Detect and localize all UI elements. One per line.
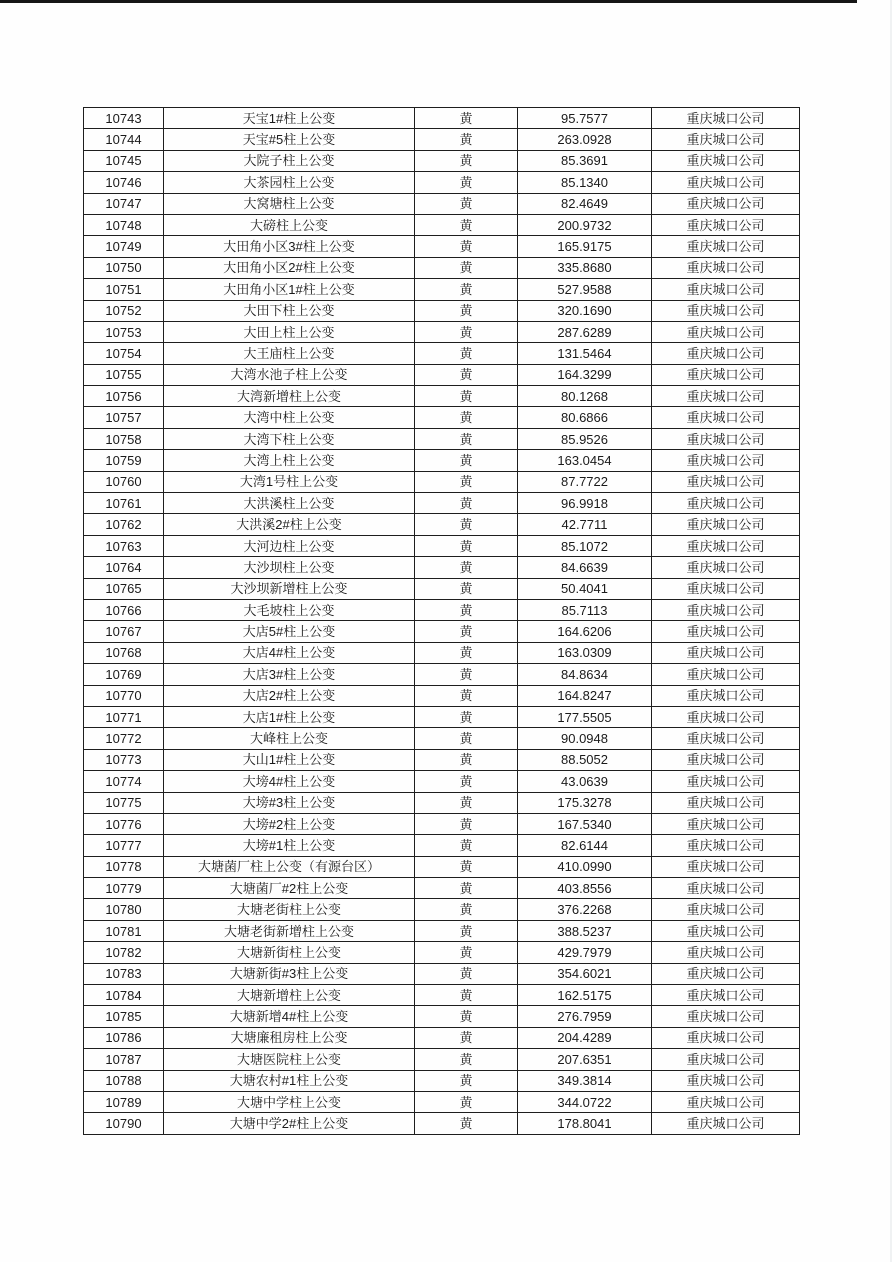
company-cell: 重庆城口公司 [652,685,800,706]
transformer-name-cell: 大湾水池子柱上公变 [164,364,415,385]
company-cell: 重庆城口公司 [652,257,800,278]
record-id-cell: 10783 [84,963,164,984]
transformer-name-cell: 大塘新街柱上公变 [164,942,415,963]
transformer-name-cell: 大店3#柱上公变 [164,664,415,685]
phase-color-cell: 黄 [415,257,518,278]
transformer-name-cell: 大塝#1柱上公变 [164,835,415,856]
record-id-cell: 10745 [84,150,164,171]
table-row [84,856,800,877]
record-id-cell: 10784 [84,985,164,1006]
capacity-value-cell: 410.0990 [518,856,652,877]
record-id-cell: 10788 [84,1070,164,1091]
company-cell: 重庆城口公司 [652,878,800,899]
company-cell: 重庆城口公司 [652,1070,800,1091]
table-row [84,514,800,535]
capacity-value-cell: 85.3691 [518,150,652,171]
company-cell: 重庆城口公司 [652,942,800,963]
record-id-cell: 10773 [84,749,164,770]
transformer-name-cell: 大洪溪柱上公变 [164,493,415,514]
record-id-cell: 10753 [84,321,164,342]
phase-color-cell: 黄 [415,428,518,449]
company-cell: 重庆城口公司 [652,920,800,941]
record-id-cell: 10772 [84,728,164,749]
record-id-cell: 10776 [84,813,164,834]
transformer-name-cell: 大田角小区3#柱上公变 [164,236,415,257]
phase-color-cell: 黄 [415,407,518,428]
record-id-cell: 10765 [84,578,164,599]
company-cell: 重庆城口公司 [652,813,800,834]
phase-color-cell: 黄 [415,578,518,599]
record-id-cell: 10762 [84,514,164,535]
company-cell: 重庆城口公司 [652,150,800,171]
transformer-name-cell: 大沙坝柱上公变 [164,557,415,578]
table-row [84,599,800,620]
capacity-value-cell: 84.6639 [518,557,652,578]
table-row [84,685,800,706]
phase-color-cell: 黄 [415,813,518,834]
company-cell: 重庆城口公司 [652,771,800,792]
capacity-value-cell: 335.8680 [518,257,652,278]
transformer-name-cell: 大塘老街柱上公变 [164,899,415,920]
table-row [84,899,800,920]
table-row [84,428,800,449]
table-row [84,257,800,278]
capacity-value-cell: 163.0454 [518,450,652,471]
company-cell: 重庆城口公司 [652,193,800,214]
capacity-value-cell: 178.8041 [518,1113,652,1135]
record-id-cell: 10743 [84,108,164,129]
capacity-value-cell: 276.7959 [518,1006,652,1027]
phase-color-cell: 黄 [415,493,518,514]
transformer-name-cell: 大沙坝新增柱上公变 [164,578,415,599]
table-row [84,279,800,300]
capacity-value-cell: 85.7113 [518,599,652,620]
company-cell: 重庆城口公司 [652,407,800,428]
transformer-name-cell: 大王庙柱上公变 [164,343,415,364]
scan-edge-artifact-top [0,0,857,3]
transformer-name-cell: 大塘老街新增柱上公变 [164,920,415,941]
company-cell: 重庆城口公司 [652,321,800,342]
phase-color-cell: 黄 [415,150,518,171]
company-cell: 重庆城口公司 [652,599,800,620]
record-id-cell: 10785 [84,1006,164,1027]
record-id-cell: 10786 [84,1027,164,1048]
phase-color-cell: 黄 [415,856,518,877]
table-row [84,1070,800,1091]
capacity-value-cell: 200.9732 [518,214,652,235]
capacity-value-cell: 344.0722 [518,1091,652,1112]
capacity-value-cell: 164.8247 [518,685,652,706]
company-cell: 重庆城口公司 [652,214,800,235]
phase-color-cell: 黄 [415,599,518,620]
table-row [84,364,800,385]
transformer-name-cell: 大湾1号柱上公变 [164,471,415,492]
transformer-name-cell: 大湾上柱上公变 [164,450,415,471]
transformer-name-cell: 大洪溪2#柱上公变 [164,514,415,535]
phase-color-cell: 黄 [415,728,518,749]
table-row [84,1091,800,1112]
table-row [84,214,800,235]
table-row [84,664,800,685]
phase-color-cell: 黄 [415,1049,518,1070]
phase-color-cell: 黄 [415,899,518,920]
capacity-value-cell: 320.1690 [518,300,652,321]
company-cell: 重庆城口公司 [652,1027,800,1048]
record-id-cell: 10744 [84,129,164,150]
capacity-value-cell: 84.8634 [518,664,652,685]
capacity-value-cell: 96.9918 [518,493,652,514]
transformer-name-cell: 大店2#柱上公变 [164,685,415,706]
table-row [84,1006,800,1027]
phase-color-cell: 黄 [415,685,518,706]
phase-color-cell: 黄 [415,514,518,535]
phase-color-cell: 黄 [415,172,518,193]
company-cell: 重庆城口公司 [652,364,800,385]
transformer-name-cell: 大塘农村#1柱上公变 [164,1070,415,1091]
phase-color-cell: 黄 [415,664,518,685]
capacity-value-cell: 82.6144 [518,835,652,856]
company-cell: 重庆城口公司 [652,749,800,770]
company-cell: 重庆城口公司 [652,535,800,556]
company-cell: 重庆城口公司 [652,428,800,449]
record-id-cell: 10758 [84,428,164,449]
transformer-name-cell: 大窝塘柱上公变 [164,193,415,214]
capacity-value-cell: 95.7577 [518,108,652,129]
record-id-cell: 10787 [84,1049,164,1070]
transformer-name-cell: 大毛坡柱上公变 [164,599,415,620]
company-cell: 重庆城口公司 [652,343,800,364]
record-id-cell: 10747 [84,193,164,214]
record-id-cell: 10780 [84,899,164,920]
record-id-cell: 10761 [84,493,164,514]
table-row [84,172,800,193]
company-cell: 重庆城口公司 [652,985,800,1006]
company-cell: 重庆城口公司 [652,1091,800,1112]
record-id-cell: 10789 [84,1091,164,1112]
table-row [84,942,800,963]
record-id-cell: 10775 [84,792,164,813]
transformer-name-cell: 大店5#柱上公变 [164,621,415,642]
company-cell: 重庆城口公司 [652,963,800,984]
phase-color-cell: 黄 [415,942,518,963]
table-row [84,813,800,834]
table-row [84,386,800,407]
company-cell: 重庆城口公司 [652,792,800,813]
phase-color-cell: 黄 [415,771,518,792]
company-cell: 重庆城口公司 [652,279,800,300]
company-cell: 重庆城口公司 [652,835,800,856]
table-row [84,1113,800,1135]
capacity-value-cell: 527.9588 [518,279,652,300]
company-cell: 重庆城口公司 [652,642,800,663]
company-cell: 重庆城口公司 [652,493,800,514]
record-id-cell: 10748 [84,214,164,235]
phase-color-cell: 黄 [415,535,518,556]
company-cell: 重庆城口公司 [652,471,800,492]
phase-color-cell: 黄 [415,364,518,385]
record-id-cell: 10771 [84,706,164,727]
company-cell: 重庆城口公司 [652,578,800,599]
capacity-value-cell: 162.5175 [518,985,652,1006]
transformer-name-cell: 大湾下柱上公变 [164,428,415,449]
capacity-value-cell: 80.6866 [518,407,652,428]
transformer-name-cell: 大塘菌厂#2柱上公变 [164,878,415,899]
table-row [84,771,800,792]
transformer-name-cell: 大院子柱上公变 [164,150,415,171]
record-id-cell: 10774 [84,771,164,792]
capacity-value-cell: 82.4649 [518,193,652,214]
capacity-value-cell: 167.5340 [518,813,652,834]
company-cell: 重庆城口公司 [652,236,800,257]
record-id-cell: 10760 [84,471,164,492]
table-row [84,920,800,941]
transformer-name-cell: 大磅柱上公变 [164,214,415,235]
company-cell: 重庆城口公司 [652,899,800,920]
company-cell: 重庆城口公司 [652,108,800,129]
phase-color-cell: 黄 [415,321,518,342]
table-row [84,343,800,364]
phase-color-cell: 黄 [415,386,518,407]
record-id-cell: 10779 [84,878,164,899]
phase-color-cell: 黄 [415,557,518,578]
phase-color-cell: 黄 [415,471,518,492]
record-id-cell: 10790 [84,1113,164,1135]
capacity-value-cell: 287.6289 [518,321,652,342]
record-id-cell: 10752 [84,300,164,321]
phase-color-cell: 黄 [415,985,518,1006]
record-id-cell: 10767 [84,621,164,642]
capacity-value-cell: 165.9175 [518,236,652,257]
table-row [84,706,800,727]
company-cell: 重庆城口公司 [652,664,800,685]
record-id-cell: 10756 [84,386,164,407]
company-cell: 重庆城口公司 [652,621,800,642]
transformer-name-cell: 大塝#2柱上公变 [164,813,415,834]
company-cell: 重庆城口公司 [652,300,800,321]
record-id-cell: 10757 [84,407,164,428]
transformer-name-cell: 大田角小区2#柱上公变 [164,257,415,278]
transformer-name-cell: 大湾新增柱上公变 [164,386,415,407]
record-id-cell: 10777 [84,835,164,856]
company-cell: 重庆城口公司 [652,706,800,727]
record-id-cell: 10778 [84,856,164,877]
phase-color-cell: 黄 [415,1113,518,1135]
transformer-name-cell: 大河边柱上公变 [164,535,415,556]
table-row [84,963,800,984]
transformer-name-cell: 天宝#5柱上公变 [164,129,415,150]
transformer-name-cell: 大田角小区1#柱上公变 [164,279,415,300]
capacity-value-cell: 177.5505 [518,706,652,727]
capacity-value-cell: 175.3278 [518,792,652,813]
company-cell: 重庆城口公司 [652,1049,800,1070]
company-cell: 重庆城口公司 [652,450,800,471]
phase-color-cell: 黄 [415,621,518,642]
record-id-cell: 10749 [84,236,164,257]
transformer-name-cell: 大山1#柱上公变 [164,749,415,770]
transformer-record-table [83,107,800,1135]
phase-color-cell: 黄 [415,920,518,941]
phase-color-cell: 黄 [415,108,518,129]
company-cell: 重庆城口公司 [652,172,800,193]
table-row [84,621,800,642]
table-row [84,407,800,428]
capacity-value-cell: 403.8556 [518,878,652,899]
phase-color-cell: 黄 [415,450,518,471]
table-row [84,578,800,599]
phase-color-cell: 黄 [415,878,518,899]
transformer-name-cell: 大塘中学柱上公变 [164,1091,415,1112]
phase-color-cell: 黄 [415,642,518,663]
company-cell: 重庆城口公司 [652,1113,800,1135]
capacity-value-cell: 207.6351 [518,1049,652,1070]
capacity-value-cell: 354.6021 [518,963,652,984]
transformer-name-cell: 大塘医院柱上公变 [164,1049,415,1070]
transformer-name-cell: 大湾中柱上公变 [164,407,415,428]
capacity-value-cell: 164.6206 [518,621,652,642]
capacity-value-cell: 204.4289 [518,1027,652,1048]
transformer-name-cell: 大田上柱上公变 [164,321,415,342]
table-row [84,300,800,321]
capacity-value-cell: 164.3299 [518,364,652,385]
transformer-name-cell: 大店4#柱上公变 [164,642,415,663]
record-id-cell: 10763 [84,535,164,556]
table-row [84,129,800,150]
table-row [84,535,800,556]
record-id-cell: 10746 [84,172,164,193]
table-row [84,985,800,1006]
transformer-name-cell: 大塘中学2#柱上公变 [164,1113,415,1135]
transformer-name-cell: 大店1#柱上公变 [164,706,415,727]
capacity-value-cell: 90.0948 [518,728,652,749]
record-id-cell: 10764 [84,557,164,578]
company-cell: 重庆城口公司 [652,514,800,535]
transformer-name-cell: 大茶园柱上公变 [164,172,415,193]
record-id-cell: 10754 [84,343,164,364]
record-id-cell: 10782 [84,942,164,963]
transformer-name-cell: 大塘廉租房柱上公变 [164,1027,415,1048]
transformer-name-cell: 大峰柱上公变 [164,728,415,749]
phase-color-cell: 黄 [415,835,518,856]
table-row [84,450,800,471]
capacity-value-cell: 85.1072 [518,535,652,556]
company-cell: 重庆城口公司 [652,386,800,407]
table-row [84,557,800,578]
record-id-cell: 10781 [84,920,164,941]
company-cell: 重庆城口公司 [652,728,800,749]
transformer-name-cell: 大塘新增柱上公变 [164,985,415,1006]
record-id-cell: 10768 [84,642,164,663]
phase-color-cell: 黄 [415,706,518,727]
table-row [84,749,800,770]
phase-color-cell: 黄 [415,1006,518,1027]
capacity-value-cell: 163.0309 [518,642,652,663]
capacity-value-cell: 388.5237 [518,920,652,941]
capacity-value-cell: 88.5052 [518,749,652,770]
capacity-value-cell: 85.9526 [518,428,652,449]
table-row [84,1027,800,1048]
table-row [84,878,800,899]
record-id-cell: 10770 [84,685,164,706]
record-id-cell: 10750 [84,257,164,278]
table-row [84,642,800,663]
phase-color-cell: 黄 [415,963,518,984]
record-id-cell: 10759 [84,450,164,471]
phase-color-cell: 黄 [415,214,518,235]
transformer-name-cell: 大塘新街#3柱上公变 [164,963,415,984]
phase-color-cell: 黄 [415,749,518,770]
table-row [84,236,800,257]
transformer-name-cell: 大塘菌厂柱上公变（有源台区） [164,856,415,877]
table-row [84,1049,800,1070]
capacity-value-cell: 263.0928 [518,129,652,150]
transformer-name-cell: 大塝#3柱上公变 [164,792,415,813]
capacity-value-cell: 87.7722 [518,471,652,492]
table-row [84,835,800,856]
record-id-cell: 10769 [84,664,164,685]
capacity-value-cell: 349.3814 [518,1070,652,1091]
table-row [84,321,800,342]
table-row [84,150,800,171]
table-row [84,728,800,749]
phase-color-cell: 黄 [415,300,518,321]
phase-color-cell: 黄 [415,1091,518,1112]
record-id-cell: 10751 [84,279,164,300]
company-cell: 重庆城口公司 [652,557,800,578]
transformer-name-cell: 大塝4#柱上公变 [164,771,415,792]
transformer-name-cell: 大田下柱上公变 [164,300,415,321]
company-cell: 重庆城口公司 [652,129,800,150]
company-cell: 重庆城口公司 [652,856,800,877]
capacity-value-cell: 42.7711 [518,514,652,535]
capacity-value-cell: 43.0639 [518,771,652,792]
phase-color-cell: 黄 [415,792,518,813]
phase-color-cell: 黄 [415,236,518,257]
table-row [84,792,800,813]
transformer-name-cell: 天宝1#柱上公变 [164,108,415,129]
phase-color-cell: 黄 [415,343,518,364]
transformer-name-cell: 大塘新增4#柱上公变 [164,1006,415,1027]
table-row [84,108,800,129]
table-row [84,493,800,514]
table-row [84,193,800,214]
phase-color-cell: 黄 [415,1070,518,1091]
capacity-value-cell: 85.1340 [518,172,652,193]
phase-color-cell: 黄 [415,1027,518,1048]
capacity-value-cell: 131.5464 [518,343,652,364]
phase-color-cell: 黄 [415,279,518,300]
capacity-value-cell: 429.7979 [518,942,652,963]
table-body [84,108,800,1135]
capacity-value-cell: 50.4041 [518,578,652,599]
capacity-value-cell: 376.2268 [518,899,652,920]
phase-color-cell: 黄 [415,129,518,150]
table-row [84,471,800,492]
record-id-cell: 10766 [84,599,164,620]
phase-color-cell: 黄 [415,193,518,214]
company-cell: 重庆城口公司 [652,1006,800,1027]
capacity-value-cell: 80.1268 [518,386,652,407]
record-id-cell: 10755 [84,364,164,385]
